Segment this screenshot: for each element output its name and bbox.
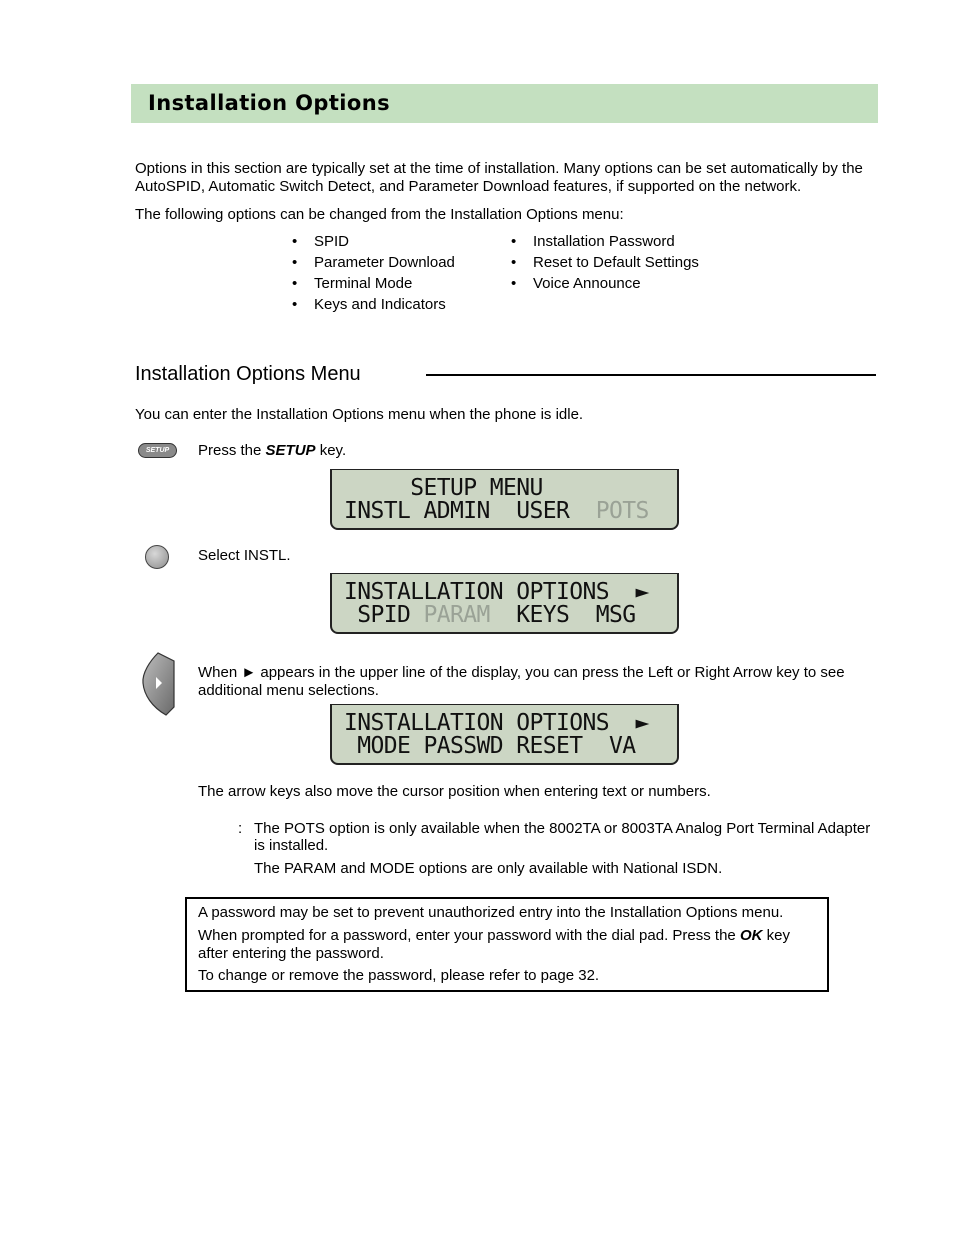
- note-pots: The POTS option is only available when the 8002TA or 8003TA Analog Port Terminal Adapter is installed.: [254, 820, 871, 854]
- lcd-line-2: [344, 602, 635, 628]
- intro-paragraph: Options in this section are typically set at the time of installation. Many options can be set automatically by the AutoSPID, Automatic Switch Detect, and Parameter Download features, if supported on the network.: [135, 160, 863, 195]
- note-marker: :: [238, 820, 243, 837]
- lcd-line-2: MODE PASSWD RESET VA: [344, 733, 636, 759]
- password-text: key after entering the password.: [198, 927, 790, 962]
- bullet-icon: •: [511, 233, 517, 250]
- step-setup: [198, 442, 346, 459]
- lcd-dim-option: POTS: [595, 498, 649, 524]
- lcd-line-1: SETUP MENU: [344, 475, 543, 501]
- step-select-instl: Select INSTL.: [198, 547, 291, 564]
- lcd-line-2-text: SPID: [344, 602, 424, 628]
- lcd-display-installation-options-more: [330, 704, 679, 765]
- note-param-mode: The PARAM and MODE options are only available with National ISDN.: [254, 860, 723, 877]
- lcd-line-1: INSTALLATION OPTIONS ►: [344, 579, 649, 605]
- lcd-display-setup-menu: [330, 469, 679, 530]
- step-text: key.: [315, 442, 347, 459]
- setup-key-name: SETUP: [265, 442, 316, 459]
- password-box-p1: A password may be set to prevent unauthorized entry into the Installation Options menu.: [198, 904, 784, 921]
- arrow-keys-note: The arrow keys also move the cursor position when entering text or numbers.: [198, 783, 711, 800]
- lcd-line-2-text: INSTL ADMIN USER: [344, 498, 596, 524]
- menu-section-intro: You can enter the Installation Options menu when the phone is idle.: [135, 406, 584, 423]
- lcd-dim-option: PARAM: [423, 602, 490, 628]
- list-item-label: Terminal Mode: [314, 275, 413, 292]
- ok-key-name: OK: [739, 927, 763, 944]
- password-text: When prompted for a password, enter your password with the dial pad. Press the: [198, 927, 740, 944]
- list-item-label: Installation Password: [533, 233, 675, 250]
- setup-key-icon: SETUP: [138, 443, 177, 458]
- password-box-p3: To change or remove the password, please refer to page 32.: [198, 967, 600, 984]
- menu-section-heading: Installation Options Menu: [135, 363, 361, 385]
- step-text: Press the: [198, 442, 266, 459]
- list-item-label: Keys and Indicators: [314, 296, 446, 313]
- bullet-icon: •: [292, 254, 298, 271]
- lcd-line-1: INSTALLATION OPTIONS ►: [344, 710, 649, 736]
- list-item-label: SPID: [314, 233, 350, 250]
- bullet-icon: •: [292, 296, 298, 313]
- list-item-label: Reset to Default Settings: [533, 254, 699, 271]
- list-item-label: Parameter Download: [314, 254, 455, 271]
- lcd-line-2: [344, 498, 649, 524]
- arrow-key-icon: [140, 651, 176, 717]
- step-arrow-keys: When ► appears in the upper line of the display, you can press the Left or Right Arrow key to see additional menu selections.: [198, 664, 845, 699]
- bullet-icon: •: [292, 233, 298, 250]
- softkey-icon: [145, 545, 169, 569]
- heading-rule: [426, 374, 876, 376]
- section-title: Installation Options: [148, 91, 390, 115]
- password-box-p2: [198, 927, 822, 963]
- options-list-intro: The following options can be changed from the Installation Options menu:: [135, 206, 624, 223]
- lcd-display-installation-options: [330, 573, 679, 634]
- bullet-icon: •: [511, 254, 517, 271]
- lcd-line-2-text: KEYS MSG: [489, 602, 636, 628]
- bullet-icon: •: [292, 275, 298, 292]
- bullet-icon: •: [511, 275, 517, 292]
- list-item-label: Voice Announce: [533, 275, 641, 292]
